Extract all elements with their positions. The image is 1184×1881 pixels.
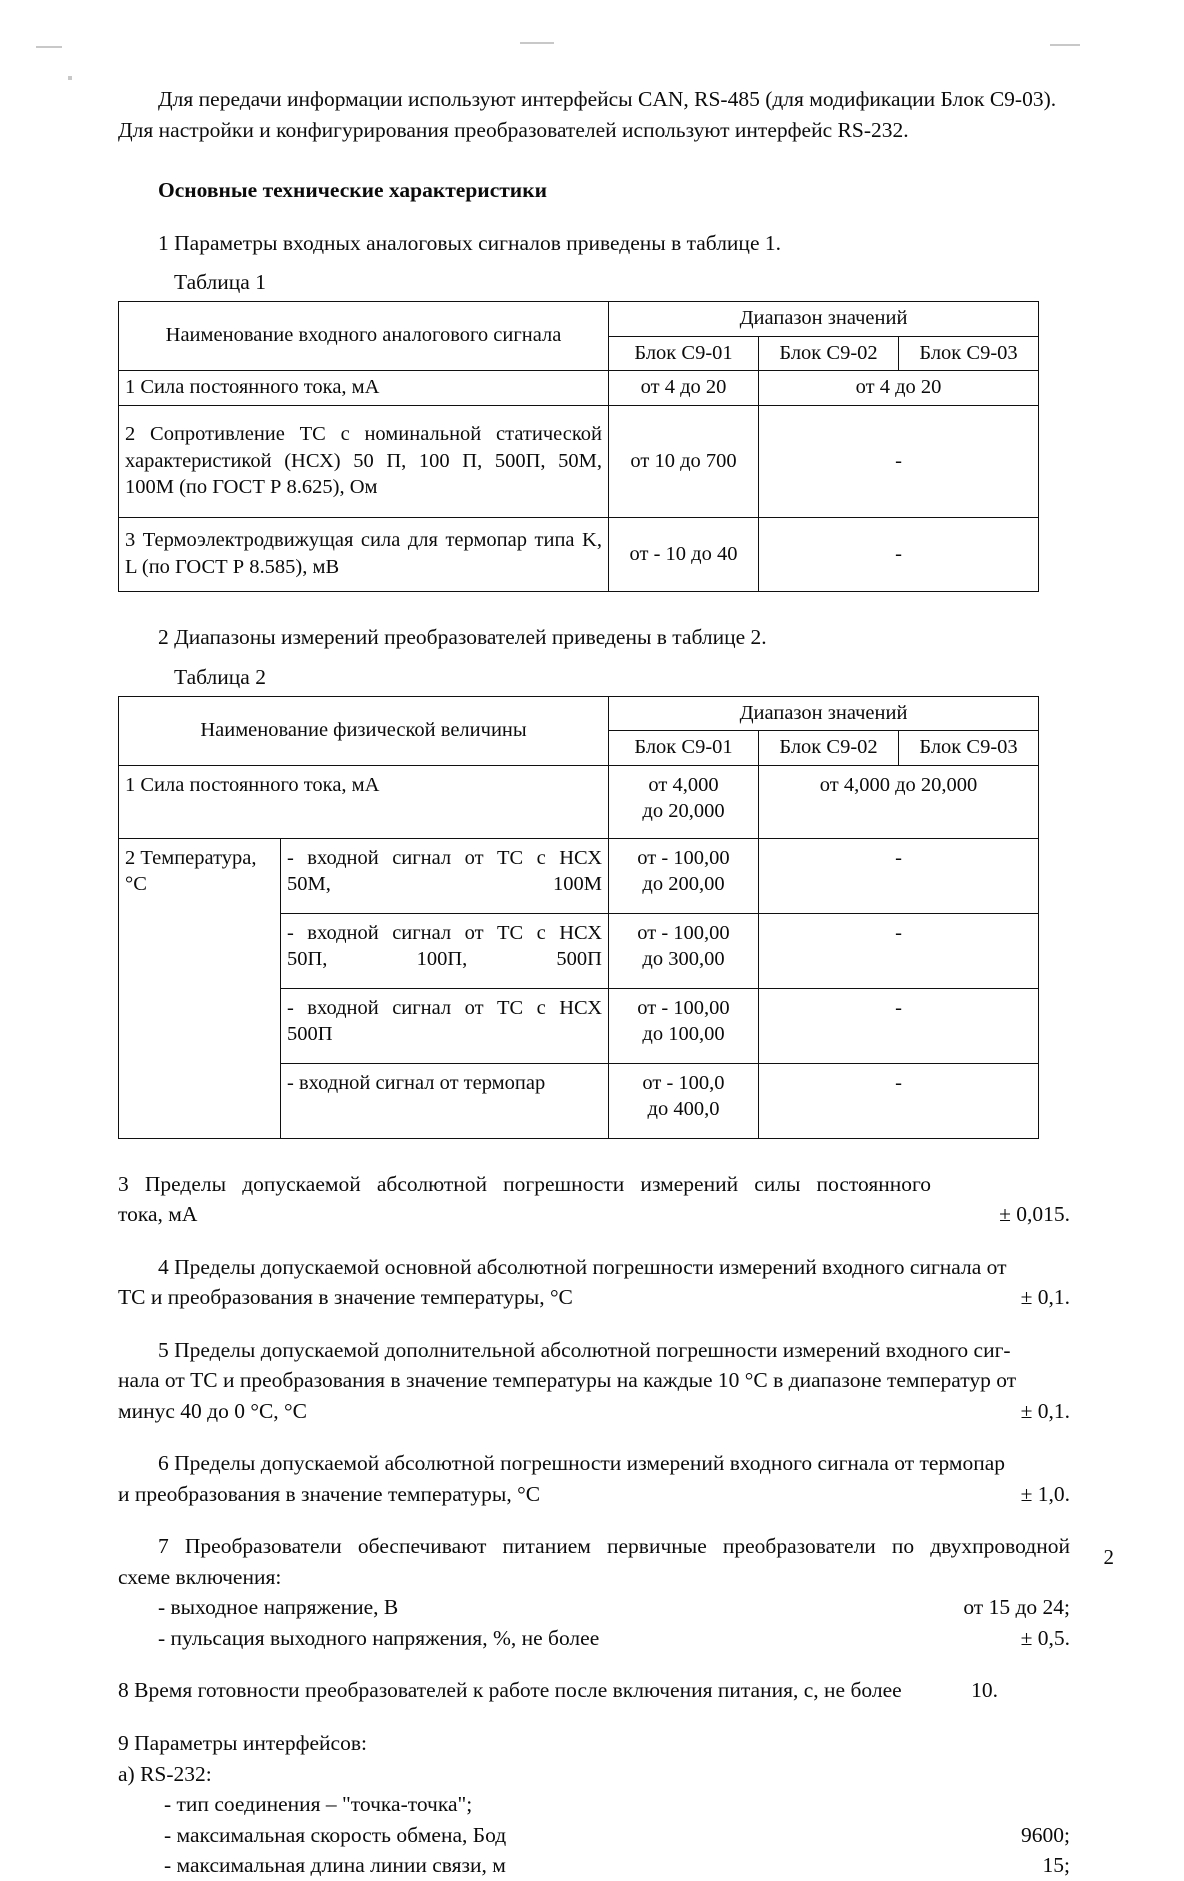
table1-row3-c9-01: от - 10 до 40	[609, 517, 759, 591]
clause-6-line-2	[118, 1479, 1070, 1510]
clause-1-text: 1 Параметры входных аналоговых сигналов приведены в таблице 1.	[158, 230, 781, 255]
clause-6-value: ± 1,0.	[1020, 1481, 1070, 1506]
table2-caption: Таблица 2	[174, 664, 266, 689]
table1-header-block-3: Блок С9-03	[899, 336, 1039, 371]
clause-3-line-1: 3 Пределы допускаемой абсолютной погрешности измерений силы постоянного	[118, 1171, 932, 1196]
table2-temp-row-2-desc	[281, 913, 609, 988]
clause-7-item-2-value: ± 0,5.	[1020, 1625, 1070, 1650]
document-body	[118, 84, 1070, 1881]
value-line-2: до 300,00	[642, 948, 725, 971]
table2-header-block-2: Блок С9-02	[759, 731, 899, 766]
clause-4-value: ± 0,1.	[1020, 1285, 1070, 1310]
desc-line-2: 50М, 100М	[287, 873, 602, 896]
table2-header-group: Диапазон значений	[609, 696, 1039, 731]
clause-4-line-2	[118, 1282, 1070, 1313]
clause-3-value: ± 0,015.	[999, 1202, 1070, 1227]
clause-7-item-1-label: - выходное напряжение, В	[158, 1595, 399, 1620]
table1-row2-c9-01: от 10 до 700	[609, 405, 759, 517]
table1-caption: Таблица 1	[174, 270, 266, 295]
table2-temp-row-1-merged: -	[759, 838, 1039, 913]
value-line-2: до 200,00	[642, 873, 725, 896]
clause-5-label: минус 40 до 0 °С, °С	[118, 1398, 307, 1423]
scan-artifact-top-mid	[520, 42, 554, 44]
section-heading: Основные технические характеристики	[158, 178, 547, 203]
value-line-2: до 20,000	[642, 800, 725, 823]
table-row-header-1	[119, 302, 1039, 337]
intro-paragraph-1: Для передачи информации используют интерфейсы CAN, RS-485 (для модификации Блок С9-03).	[158, 87, 1057, 111]
clause-8-value: 10.	[971, 1678, 998, 1703]
clause-7-item-2	[118, 1623, 1070, 1654]
clause-7-line-2: схеме включения:	[118, 1564, 282, 1589]
table-row	[119, 765, 1039, 838]
clause-6-line-1: 6 Пределы допускаемой абсолютной погрешности измерений входного сигнала от термопар	[158, 1451, 1006, 1476]
table2-row-current-c9-01	[609, 765, 759, 838]
table1-row3-merged: -	[759, 517, 1039, 591]
clause-5-line-3	[118, 1396, 1070, 1427]
table1-row1-merged: от 4 до 20	[759, 371, 1039, 406]
table-row-header-1	[119, 696, 1039, 731]
clause-4-label: ТС и преобразования в значение температуры, °С	[118, 1285, 573, 1310]
value-line-1: от - 100,0	[642, 1071, 725, 1094]
clause-7-item-1-value: от 15 до 24;	[963, 1595, 1070, 1620]
table-1	[118, 301, 1039, 592]
table2-row-current-name: 1 Сила постоянного тока, мА	[119, 765, 609, 838]
clause-9-item-2-label: - максимальная скорость обмена, Бод	[164, 1822, 507, 1847]
clause-5-line-1: 5 Пределы допускаемой дополнительной абсолютной погрешности измерений входного сиг-	[158, 1337, 1011, 1362]
clause-8-label: 8 Время готовности преобразователей к работе после включения питания, с, не более	[118, 1678, 902, 1703]
table2-temp-row-3-c9-01	[609, 988, 759, 1063]
table-row	[119, 517, 1039, 591]
table1-row1-c9-01: от 4 до 20	[609, 371, 759, 406]
clause-3-line-2	[118, 1199, 1070, 1230]
value-line-1: от 4,000	[648, 773, 719, 796]
clause-5-value: ± 0,1.	[1020, 1398, 1070, 1423]
clause-9-line-2: a) RS-232:	[118, 1761, 212, 1786]
table2-temp-row-1-c9-01	[609, 838, 759, 913]
clause-2-text: 2 Диапазоны измерений преобразователей приведены в таблице 2.	[158, 624, 767, 649]
clause-9-item-2-value: 9600;	[1021, 1822, 1070, 1847]
table2-temp-row-2-c9-01	[609, 913, 759, 988]
clause-3-label: тока, мА	[118, 1202, 198, 1227]
desc-line-1: - входной сигнал от ТС с НСХ	[287, 921, 602, 944]
value-line-2: до 400,0	[647, 1098, 720, 1121]
table-2	[118, 696, 1039, 1139]
value-line-1: от - 100,00	[637, 846, 730, 869]
table-row	[119, 405, 1039, 517]
clause-6-label: и преобразования в значение температуры, °С	[118, 1481, 541, 1506]
table2-temp-row-4-c9-01	[609, 1063, 759, 1138]
scan-artifact-top-left	[36, 46, 62, 48]
desc-line-1: - входной сигнал от ТС с НСХ	[287, 996, 602, 1019]
clause-7-item-2-label: - пульсация выходного напряжения, %, не более	[158, 1625, 600, 1650]
clause-9-item-1	[118, 1789, 1070, 1820]
table-row	[119, 838, 1039, 913]
table2-header-block-3: Блок С9-03	[899, 731, 1039, 766]
table1-row2-name: 2 Сопротивление ТС с номинальной статической характеристикой (НСХ) 50 П, 100 П, 500П, 50М, 100М (по ГОСТ Р 8.625), Ом	[119, 405, 609, 517]
desc-line-1: - входной сигнал от термопар	[287, 1071, 546, 1094]
table2-header-block-1: Блок С9-01	[609, 731, 759, 766]
table2-temp-row-1-desc	[281, 838, 609, 913]
table2-temp-label: 2 Температура, °С	[119, 838, 281, 1138]
value-line-1: от - 100,00	[637, 996, 730, 1019]
table2-temp-row-2-merged: -	[759, 913, 1039, 988]
table2-temp-row-4-desc	[281, 1063, 609, 1138]
desc-line-1: - входной сигнал от ТС с НСХ	[287, 846, 602, 869]
scan-artifact-top-right	[1050, 44, 1080, 46]
table1-row3-name: 3 Термоэлектродвижущая сила для термопар типа K, L (по ГОСТ Р 8.585), мВ	[119, 517, 609, 591]
table1-header-block-2: Блок С9-02	[759, 336, 899, 371]
clause-7-line-1: 7 Преобразователи обеспечивают питанием первичные преобразователи по двухпроводной	[158, 1534, 1070, 1559]
table1-header-name: Наименование входного аналогового сигнала	[119, 302, 609, 371]
table2-row-current-merged: от 4,000 до 20,000	[759, 765, 1039, 838]
value-line-1: от - 100,00	[637, 921, 730, 944]
table2-temp-row-3-desc	[281, 988, 609, 1063]
intro-paragraph-2: Для настройки и конфигурирования преобразователей используют интерфейс RS-232.	[118, 117, 909, 142]
clause-9-item-3-label: - максимальная длина линии связи, м	[164, 1853, 506, 1878]
clause-4-line-1: 4 Пределы допускаемой основной абсолютной погрешности измерений входного сигнала от	[158, 1254, 1007, 1279]
clause-8	[118, 1675, 1070, 1706]
clause-9-item-3	[118, 1850, 1070, 1881]
table2-temp-row-4-merged: -	[759, 1063, 1039, 1138]
clause-7-item-1	[118, 1592, 1070, 1623]
clause-9-item-2	[118, 1820, 1070, 1851]
table1-row2-merged: -	[759, 405, 1039, 517]
table-row	[119, 371, 1039, 406]
clause-9-item-1-label: - тип соединения – "точка-точка";	[164, 1792, 473, 1817]
table1-row1-name: 1 Сила постоянного тока, мА	[119, 371, 609, 406]
clause-9-item-3-value: 15;	[1042, 1853, 1070, 1878]
desc-line-2: 500П	[287, 1023, 333, 1046]
desc-line-2: 50П, 100П, 500П	[287, 948, 602, 971]
table1-header-group: Диапазон значений	[609, 302, 1039, 337]
scan-artifact-dot	[68, 76, 72, 80]
page-number: 2	[1103, 1545, 1114, 1569]
table2-header-name: Наименование физической величины	[119, 696, 609, 765]
table1-header-block-1: Блок С9-01	[609, 336, 759, 371]
clause-5-line-2: нала от ТС и преобразования в значение температуры на каждые 10 °С в диапазоне температур от	[118, 1368, 1017, 1393]
table2-temp-row-3-merged: -	[759, 988, 1039, 1063]
value-line-2: до 100,00	[642, 1023, 725, 1046]
clause-9-line-1: 9 Параметры интерфейсов:	[118, 1731, 367, 1755]
